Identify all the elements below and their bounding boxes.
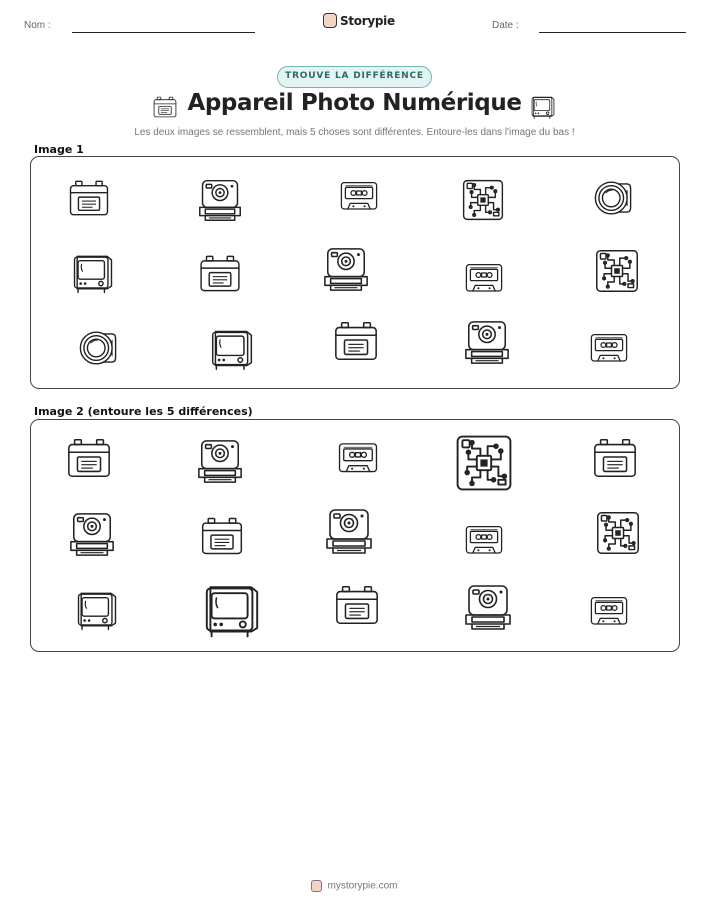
tv-icon <box>68 251 118 295</box>
instant-camera-icon <box>462 318 512 366</box>
lens-icon <box>75 326 121 370</box>
instant-camera-icon <box>323 506 375 556</box>
activity-badge: TROUVE LA DIFFÉRENCE <box>277 66 432 88</box>
instant-camera-icon <box>195 437 245 485</box>
battery-icon <box>66 176 112 220</box>
battery-icon <box>196 251 244 296</box>
battery-icon <box>331 581 383 629</box>
date-label: Date : <box>492 20 519 31</box>
image1-panel <box>30 156 680 389</box>
image2-label: Image 2 (entoure les 5 différences) <box>34 405 253 418</box>
circuit-chip-icon <box>594 248 640 294</box>
instant-camera-icon <box>321 245 371 293</box>
tv-icon <box>198 580 266 640</box>
name-field-line[interactable] <box>72 32 255 33</box>
battery-icon <box>331 317 381 365</box>
image1-label: Image 1 <box>34 143 84 156</box>
date-field-line[interactable] <box>539 32 686 33</box>
cassette-icon <box>585 592 633 632</box>
cassette-icon <box>585 329 633 369</box>
battery-icon <box>198 513 246 559</box>
battery-icon <box>591 434 639 482</box>
cassette-icon <box>459 259 509 299</box>
battery-icon <box>65 434 113 482</box>
tv-icon <box>529 94 557 120</box>
page-title: Appareil Photo Numérique <box>187 90 522 116</box>
storypie-mascot-icon <box>323 13 337 28</box>
brand-name: Storypie <box>340 13 395 28</box>
circuit-chip-icon <box>595 510 641 556</box>
footer <box>0 880 709 892</box>
cassette-icon <box>459 521 509 561</box>
storypie-mascot-icon <box>311 880 322 892</box>
tv-icon <box>72 588 122 632</box>
circuit-chip-icon <box>461 178 505 222</box>
instant-camera-icon <box>196 177 244 223</box>
instant-camera-icon <box>67 510 117 558</box>
image2-panel <box>30 419 680 652</box>
name-label: Nom : <box>24 20 51 31</box>
footer-url[interactable]: mystorypie.com <box>327 880 398 892</box>
lens-icon <box>591 176 635 220</box>
instructions: Les deux images se ressemblent, mais 5 choses sont différentes. Entoure-les dans l'image du bas ! <box>134 127 575 138</box>
cassette-icon <box>336 177 382 217</box>
tv-icon <box>206 326 258 372</box>
circuit-chip-icon <box>454 432 514 494</box>
instant-camera-icon <box>462 582 514 632</box>
cassette-icon <box>333 438 383 480</box>
storypie-logo <box>323 13 395 28</box>
